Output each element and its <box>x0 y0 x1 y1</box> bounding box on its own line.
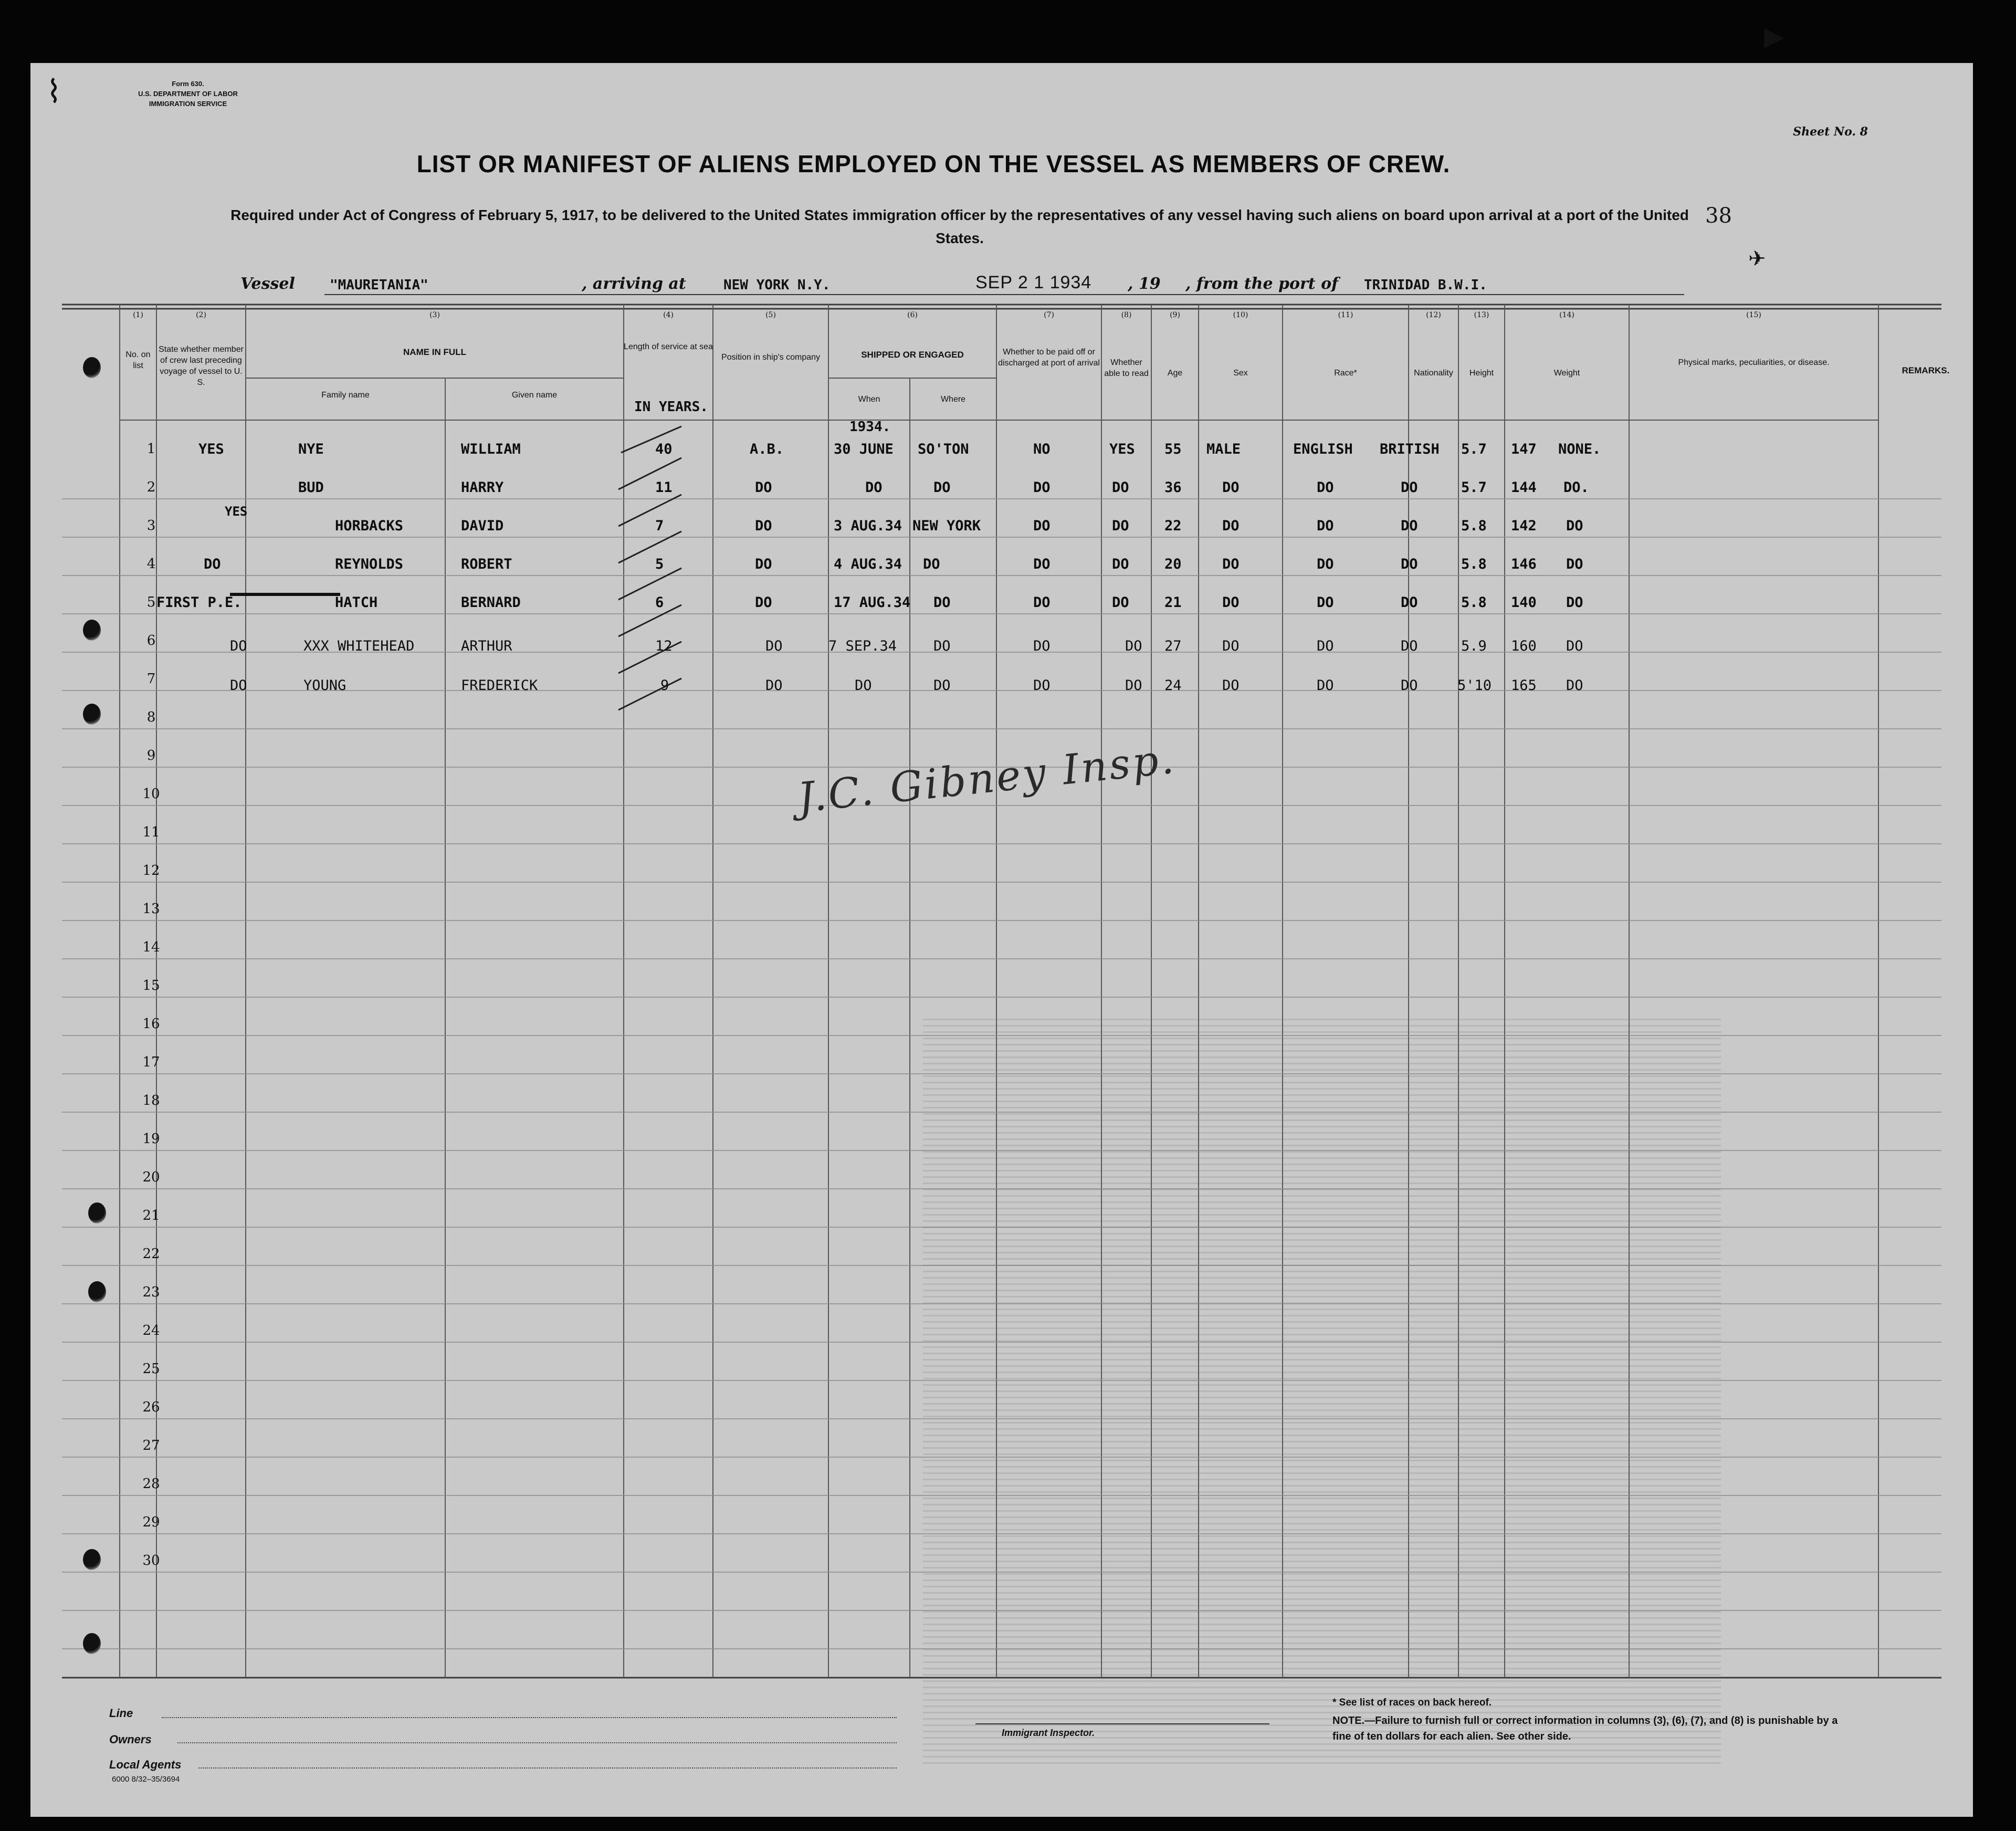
cell-race: DO <box>1317 556 1334 572</box>
punch-hole <box>83 1633 101 1654</box>
row-number: 8 <box>146 709 156 725</box>
footer-owners-label: Owners <box>109 1733 152 1746</box>
cell-position: DO <box>755 479 772 496</box>
cell-where: SO'TON <box>918 441 969 457</box>
cell-paid-off: DO <box>1033 556 1051 572</box>
cell-sex: DO <box>1222 638 1240 654</box>
row-number: 16 <box>142 1016 160 1032</box>
cell-family-name: YOUNG <box>303 677 346 694</box>
cell-nationality: DO <box>1401 638 1418 654</box>
cell-when: 30 JUNE <box>834 441 894 457</box>
cell-height: 5.7 <box>1461 479 1487 496</box>
cell-height: 5.8 <box>1461 518 1487 534</box>
header-position: Position in ship's company <box>721 353 821 362</box>
footer-print-code: 6000 8/32–35/3694 <box>112 1775 180 1784</box>
row-number: 22 <box>142 1246 160 1262</box>
cell-family-name: XXX WHITEHEAD <box>303 638 415 654</box>
cell-race: DO <box>1317 677 1334 694</box>
row-number: 4 <box>146 556 156 572</box>
cell-height: 5.8 <box>1461 556 1487 572</box>
in-years-stamp: IN YEARS. <box>634 399 708 415</box>
cell-marks: DO <box>1566 638 1583 654</box>
cell-paid-off: NO <box>1033 441 1051 457</box>
from-label: , from the port of <box>1185 275 1339 293</box>
header-given-name: Given name <box>511 391 558 400</box>
arrival-port: NEW YORK N.Y. <box>723 277 831 293</box>
cell-height: 5.9 <box>1461 638 1487 654</box>
cell-prev-voyage: FIRST P.E. <box>156 594 242 611</box>
cell-sex: DO <box>1222 594 1240 611</box>
cell-race: ENGLISH <box>1293 441 1353 457</box>
row-number: 25 <box>142 1361 160 1377</box>
cell-position: DO <box>755 518 772 534</box>
department: U.S. DEPARTMENT OF LABOR <box>138 90 238 98</box>
cell-age: 24 <box>1164 677 1182 694</box>
cell-when: 7 SEP.34 <box>828 638 897 654</box>
row-number: 7 <box>146 671 156 687</box>
cell-given-name: ARTHUR <box>461 638 512 654</box>
inspector-signature: J.C. Gibney Insp. <box>795 735 1178 822</box>
row-number: 28 <box>142 1476 160 1492</box>
cell-height: 5.7 <box>1461 441 1487 457</box>
colnum-4: (4) <box>663 311 674 319</box>
row-number: 2 <box>146 479 156 495</box>
cell-position: DO <box>755 594 772 611</box>
cell-prev-voyage: DO <box>204 556 221 572</box>
punch-hole <box>83 704 101 725</box>
row-number: 15 <box>142 978 160 993</box>
colnum-13: (13) <box>1474 311 1489 319</box>
cell-paid-off: DO <box>1033 638 1051 654</box>
row-number: 30 <box>142 1553 160 1568</box>
cell-nationality: DO <box>1401 677 1418 694</box>
row-number: 13 <box>142 901 160 917</box>
cell-family-name: BUD <box>298 479 324 496</box>
cell-marks: DO <box>1566 556 1583 572</box>
colnum-15: (15) <box>1746 311 1761 319</box>
cell-given-name: FREDERICK <box>461 677 538 694</box>
cell-position: A.B. <box>750 441 784 457</box>
cell-paid-off: DO <box>1033 479 1051 496</box>
header-when: When <box>858 395 880 404</box>
row-number: 18 <box>142 1093 160 1108</box>
row-number: 26 <box>142 1399 160 1415</box>
cell-sex: MALE <box>1206 441 1241 457</box>
colnum-14: (14) <box>1559 311 1574 319</box>
header-no-on-list: No. on list <box>125 350 151 370</box>
cell-nationality: DO <box>1401 556 1418 572</box>
cell-position: DO <box>765 638 783 654</box>
cell-age: 22 <box>1164 518 1182 534</box>
cell-read: DO <box>1112 594 1129 611</box>
service-name: IMMIGRATION SERVICE <box>149 100 227 108</box>
cell-position: DO <box>765 677 783 694</box>
colnum-11: (11) <box>1338 311 1353 319</box>
header-shipped-engaged: SHIPPED OR ENGAGED <box>861 350 964 360</box>
cell-nationality: BRITISH <box>1380 441 1440 457</box>
page-title: LIST OR MANIFEST OF ALIENS EMPLOYED ON THE VESSEL AS MEMBERS OF CREW. <box>416 150 1451 177</box>
cell-weight: 144 <box>1511 479 1537 496</box>
row-number: 5 <box>146 594 156 610</box>
cell-race: DO <box>1317 594 1334 611</box>
cell-race: DO <box>1317 518 1334 534</box>
cell-service: 12 <box>655 638 673 654</box>
cell-family-name: HATCH <box>335 594 378 611</box>
cell-where: DO <box>933 479 951 496</box>
stamp-number: 38 <box>1705 204 1732 228</box>
cell-read: DO <box>1125 677 1142 694</box>
colnum-5: (5) <box>765 311 776 319</box>
date-stamp: SEP 2 1 1934 <box>975 273 1092 292</box>
colnum-12: (12) <box>1426 311 1441 319</box>
cell-height: 5'10 <box>1457 677 1492 694</box>
cell-sex: DO <box>1222 556 1240 572</box>
cell-paid-off: DO <box>1033 594 1051 611</box>
colnum-10: (10) <box>1233 311 1248 319</box>
cell-weight: 147 <box>1511 441 1537 457</box>
cell-age: 27 <box>1164 638 1182 654</box>
header-service-length: Length of service at sea <box>624 342 713 351</box>
cell-weight: 165 <box>1511 677 1537 694</box>
row-number: 20 <box>142 1169 160 1185</box>
colnum-6: (6) <box>907 311 918 319</box>
footer-owners-rule <box>177 1742 897 1743</box>
row-number: 17 <box>142 1054 160 1070</box>
sheet-number: Sheet No. 8 <box>1793 125 1868 139</box>
inspector-label: Immigrant Inspector. <box>1002 1728 1095 1738</box>
punch-hole <box>83 1549 101 1570</box>
cell-paid-off: DO <box>1033 677 1051 694</box>
cell-weight: 140 <box>1511 594 1537 611</box>
manifest-sheet <box>30 63 1973 1817</box>
cell-age: 20 <box>1164 556 1182 572</box>
row-number: 1 <box>146 441 156 457</box>
cell-family-name: HORBACKS <box>335 518 404 534</box>
cell-service: 7 <box>655 518 664 534</box>
header-remarks: REMARKS. <box>1902 365 1950 375</box>
cell-given-name: HARRY <box>461 479 504 496</box>
page-subtitle: Required under Act of Congress of February 5, 1917, to be delivered to the United States immigration officer by the representatives of any vessel having such aliens on board upon arrival at a port of the United States. <box>230 207 1689 246</box>
header-physical-marks: Physical marks, peculiarities, or disease. <box>1678 358 1830 367</box>
cell-where: NEW YORK <box>912 518 981 534</box>
corner-mark: ⌇ <box>46 74 62 110</box>
cell-when: DO <box>855 677 872 694</box>
punch-hole <box>83 357 101 378</box>
cell-sex: DO <box>1222 677 1240 694</box>
row-number: 12 <box>142 863 160 878</box>
colnum-7: (7) <box>1044 311 1054 319</box>
cell-when: 4 AUG.34 <box>834 556 902 572</box>
cell-nationality: DO <box>1401 479 1418 496</box>
cell-family-name: NYE <box>298 441 324 457</box>
cell-weight: 146 <box>1511 556 1537 572</box>
header-name-in-full: NAME IN FULL <box>403 347 466 357</box>
header-paid-off: Whether to be paid off or discharged at port of arrival <box>998 348 1100 368</box>
cell-where: DO <box>933 594 951 611</box>
row-number: 21 <box>142 1208 160 1223</box>
form-number: Form 630. <box>172 80 204 88</box>
cell-marks: DO <box>1566 594 1583 611</box>
cell-prev-voyage: DO <box>230 677 247 694</box>
row-number: 24 <box>142 1323 160 1338</box>
cell-nationality: DO <box>1401 518 1418 534</box>
row-number: 14 <box>142 939 160 955</box>
cell-read: DO <box>1112 556 1129 572</box>
colnum-8: (8) <box>1121 311 1132 319</box>
cell-read: YES <box>1109 441 1135 457</box>
footnote-races: * See list of races on back hereof. <box>1332 1697 1492 1708</box>
header-family-name: Family name <box>321 391 370 400</box>
header-age: Age <box>1167 369 1183 378</box>
header-nationality: Nationality <box>1414 369 1453 378</box>
punch-hole <box>88 1281 106 1302</box>
cell-prev-voyage: YES <box>198 441 224 457</box>
row-number: 19 <box>142 1131 160 1147</box>
cell-service: 9 <box>660 677 669 694</box>
from-port: TRINIDAD B.W.I. <box>1364 277 1487 293</box>
header-able-to-read: Whether able to read <box>1104 358 1149 378</box>
row-number: 10 <box>142 786 160 802</box>
corner-mark: ✈ <box>1748 247 1766 271</box>
cell-marks: DO. <box>1563 479 1589 496</box>
row-number: 27 <box>142 1438 160 1453</box>
footer-agents-label: Local Agents <box>109 1758 182 1771</box>
cell-weight: 142 <box>1511 518 1537 534</box>
row-number: 6 <box>146 633 156 648</box>
cell-family-name: REYNOLDS <box>335 556 404 572</box>
footer-line-rule <box>162 1717 897 1718</box>
punch-hole <box>88 1202 106 1223</box>
cell-where: DO <box>923 556 940 572</box>
cell-given-name: ROBERT <box>461 556 512 572</box>
cell-position: DO <box>755 556 772 572</box>
cell-marks: NONE. <box>1558 441 1601 457</box>
row-number: 11 <box>142 824 160 840</box>
cell-given-name: BERNARD <box>461 594 521 611</box>
cell-read: DO <box>1112 518 1129 534</box>
cell-sex: DO <box>1222 479 1240 496</box>
header-race: Race* <box>1334 369 1357 378</box>
cell-prev-voyage: DO <box>230 638 247 654</box>
cell-race: DO <box>1317 479 1334 496</box>
header-sex: Sex <box>1233 369 1248 378</box>
header-weight: Weight <box>1553 369 1580 378</box>
cell-marks: DO <box>1566 677 1583 694</box>
cell-service: 40 <box>655 441 673 457</box>
colnum-2: (2) <box>196 311 206 319</box>
cell-paid-off: DO <box>1033 518 1051 534</box>
cell-where: DO <box>933 638 951 654</box>
cell-when: 17 AUG.34 <box>834 594 911 611</box>
colnum-1: (1) <box>133 311 143 319</box>
footer-line-label: Line <box>109 1707 133 1720</box>
cell-sex: DO <box>1222 518 1240 534</box>
vessel-name: "MAURETANIA" <box>330 277 428 293</box>
row-number: 23 <box>142 1284 160 1300</box>
cell-service: 5 <box>655 556 664 572</box>
header-height: Height <box>1469 369 1494 378</box>
header-prev-voyage: State whether member of crew last preceding voyage of vessel to U. S. <box>159 345 244 387</box>
cell-given-name: WILLIAM <box>461 441 521 457</box>
row-number: 9 <box>146 748 156 763</box>
cell-age: 55 <box>1164 441 1182 457</box>
cell-prev-voyage: YES <box>225 504 248 519</box>
cell-when: DO <box>865 479 883 496</box>
arriving-label: , arriving at <box>582 275 686 293</box>
cell-age: 21 <box>1164 594 1182 611</box>
cell-height: 5.8 <box>1461 594 1487 611</box>
colnum-3: (3) <box>429 311 440 319</box>
cell-race: DO <box>1317 638 1334 654</box>
cell-read: DO <box>1125 638 1142 654</box>
cell-given-name: DAVID <box>461 518 504 534</box>
cell-age: 36 <box>1164 479 1182 496</box>
punch-hole <box>83 620 101 641</box>
cell-service: 6 <box>655 594 664 611</box>
bleed-through-text <box>923 1019 1721 1764</box>
colnum-9: (9) <box>1170 311 1180 319</box>
footnote-penalty: NOTE.—Failure to furnish full or correct information in columns (3), (6), (7), and (8) is punishable by a fine of ten dollars for each alien. See other side. <box>1332 1715 1838 1742</box>
year-stamp: 1934. <box>849 419 891 435</box>
footer-agents-rule <box>198 1767 897 1769</box>
corner-mark: ▶ <box>1764 21 1784 51</box>
vessel-label: Vessel <box>240 275 295 293</box>
header-where: Where <box>940 395 966 404</box>
cell-where: DO <box>933 677 951 694</box>
row-number: 29 <box>142 1514 160 1530</box>
row-number: 3 <box>146 518 156 533</box>
cell-nationality: DO <box>1401 594 1418 611</box>
cell-when: 3 AUG.34 <box>834 518 902 534</box>
cell-service: 11 <box>655 479 673 496</box>
cell-marks: DO <box>1566 518 1583 534</box>
cell-weight: 160 <box>1511 638 1537 654</box>
cell-read: DO <box>1112 479 1129 496</box>
inspector-rule <box>975 1723 1269 1724</box>
year-label: , 19 <box>1128 275 1161 293</box>
